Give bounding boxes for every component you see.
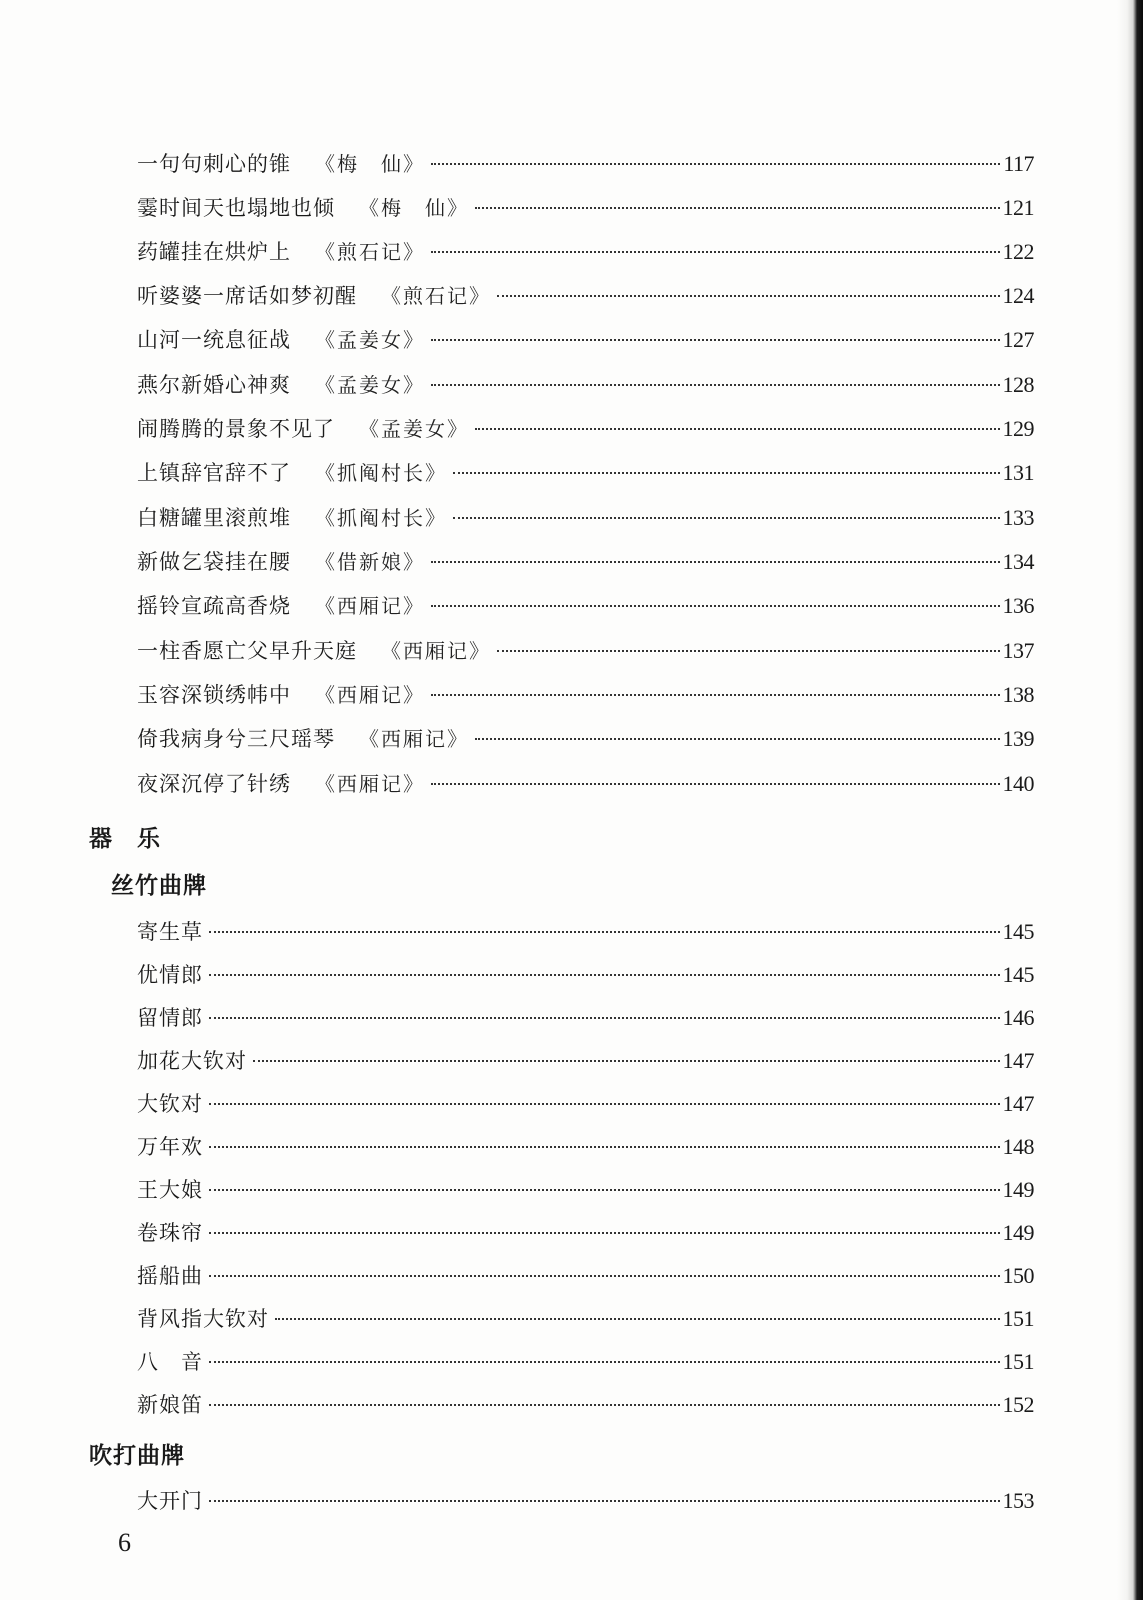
entry-source: 《煎石记》 [315, 240, 425, 264]
dot-leader [209, 1189, 1000, 1191]
dot-leader [209, 1361, 1000, 1363]
toc-entry[interactable] [137, 912, 1034, 952]
entry-title: 背风指大钦对 [137, 1307, 269, 1331]
entry-title: 留情郎 [137, 1006, 203, 1030]
dot-leader [209, 1500, 1000, 1502]
entry-title: 霎时间天也塌地也倾 [137, 196, 335, 220]
entry-page-number: 150 [1002, 1263, 1034, 1288]
dot-leader [475, 207, 1000, 209]
entry-title: 一句句刺心的锥 [137, 152, 291, 176]
toc-entry[interactable] [137, 1256, 1034, 1296]
entry-title: 摇船曲 [137, 1264, 203, 1288]
dot-leader [431, 605, 1000, 607]
entry-title: 上镇辞官辞不了 [137, 461, 291, 485]
toc-entry[interactable] [137, 409, 1034, 449]
entry-source: 《抓阄村长》 [315, 461, 447, 485]
dot-leader [497, 650, 1000, 652]
toc-entry[interactable] [137, 320, 1034, 360]
toc-entry[interactable] [137, 1342, 1034, 1382]
toc-entry[interactable] [137, 1213, 1034, 1253]
dot-leader [453, 472, 1000, 474]
toc-entry[interactable] [137, 1170, 1034, 1210]
entry-page-number: 117 [1003, 151, 1034, 176]
toc-entry[interactable] [137, 232, 1034, 272]
entry-title: 卷珠帘 [137, 1221, 203, 1245]
entry-source: 《孟姜女》 [359, 417, 469, 441]
entry-source: 《煎石记》 [381, 284, 491, 308]
dot-leader [431, 339, 1000, 341]
entry-title: 新娘笛 [137, 1393, 203, 1417]
toc-entry[interactable] [137, 365, 1034, 405]
entry-source: 《梅 仙》 [359, 196, 469, 220]
toc-entry[interactable] [137, 144, 1034, 184]
entry-page-number: 152 [1002, 1392, 1034, 1417]
entry-title: 优情郎 [137, 963, 203, 987]
toc-entry[interactable] [137, 1041, 1034, 1081]
entry-title: 万年欢 [137, 1135, 203, 1159]
toc-entry[interactable] [137, 1299, 1034, 1339]
entry-source: 《西厢记》 [381, 639, 491, 663]
entry-page-number: 124 [1002, 283, 1034, 308]
toc-entry[interactable] [137, 764, 1034, 804]
entry-title: 燕尔新婚心神爽 [137, 373, 291, 397]
dot-leader [209, 1103, 1000, 1105]
entry-title: 闹腾腾的景象不见了 [137, 417, 335, 441]
entry-source: 《抓阄村长》 [315, 506, 447, 530]
entry-title: 一柱香愿亡父早升天庭 [137, 639, 357, 663]
entry-page-number: 146 [1002, 1005, 1034, 1030]
entry-title: 八 音 [137, 1350, 203, 1374]
entry-page-number: 151 [1002, 1349, 1034, 1374]
dot-leader [431, 561, 1000, 563]
toc-entry[interactable] [137, 1084, 1034, 1124]
entry-page-number: 139 [1002, 726, 1034, 751]
entry-title: 王大娘 [137, 1178, 203, 1202]
entry-page-number: 127 [1002, 327, 1034, 352]
entry-source: 《西厢记》 [359, 727, 469, 751]
dot-leader [209, 1017, 1000, 1019]
entry-source: 《孟姜女》 [315, 328, 425, 352]
dot-leader [431, 251, 1000, 253]
entry-page-number: 147 [1002, 1091, 1034, 1116]
entry-title: 摇铃宣疏高香烧 [137, 594, 291, 618]
dot-leader [453, 517, 1000, 519]
entry-page-number: 153 [1002, 1488, 1034, 1513]
entry-page-number: 147 [1002, 1048, 1034, 1073]
section-heading-instrumental: 器 乐 [89, 826, 161, 852]
dot-leader [431, 384, 1000, 386]
entry-page-number: 149 [1002, 1177, 1034, 1202]
toc-entry[interactable] [137, 188, 1034, 228]
toc-entry[interactable] [137, 1481, 1034, 1521]
entry-page-number: 145 [1002, 919, 1034, 944]
subsection-heading-chuida: 吹打曲牌 [89, 1443, 185, 1469]
entry-title: 倚我病身兮三尺瑶琴 [137, 727, 335, 751]
entry-title: 大钦对 [137, 1092, 203, 1116]
toc-entry[interactable] [137, 453, 1034, 493]
entry-page-number: 145 [1002, 962, 1034, 987]
entry-page-number: 122 [1002, 239, 1034, 264]
toc-entry[interactable] [137, 586, 1034, 626]
entry-page-number: 128 [1002, 372, 1034, 397]
dot-leader [209, 931, 1000, 933]
toc-entry[interactable] [137, 1385, 1034, 1425]
dot-leader [275, 1318, 1000, 1320]
toc-entry[interactable] [137, 276, 1034, 316]
entry-page-number: 140 [1002, 771, 1034, 796]
toc-entry[interactable] [137, 998, 1034, 1038]
entry-page-number: 133 [1002, 505, 1034, 530]
entry-title: 夜深沉停了针绣 [137, 772, 291, 796]
dot-leader [431, 163, 1000, 165]
toc-entry[interactable] [137, 631, 1034, 671]
entry-page-number: 121 [1002, 195, 1034, 220]
entry-page-number: 151 [1002, 1306, 1034, 1331]
entry-title: 药罐挂在烘炉上 [137, 240, 291, 264]
toc-entry[interactable] [137, 719, 1034, 759]
entry-title: 寄生草 [137, 920, 203, 944]
dot-leader [431, 694, 1000, 696]
entry-source: 《西厢记》 [315, 772, 425, 796]
entry-source: 《借新娘》 [315, 550, 425, 574]
entry-title: 加花大钦对 [137, 1049, 247, 1073]
entry-title: 新做乞袋挂在腰 [137, 550, 291, 574]
dot-leader [209, 974, 1000, 976]
entry-page-number: 149 [1002, 1220, 1034, 1245]
entry-title: 大开门 [137, 1489, 203, 1513]
dot-leader [209, 1146, 1000, 1148]
dot-leader [209, 1232, 1000, 1234]
subsection-heading-sizhu: 丝竹曲牌 [111, 873, 207, 899]
entry-source: 《孟姜女》 [315, 373, 425, 397]
entry-title: 听婆婆一席话如梦初醒 [137, 284, 357, 308]
toc-entry[interactable] [137, 542, 1034, 582]
toc-entry[interactable] [137, 1127, 1034, 1167]
dot-leader [497, 295, 1000, 297]
page-number-folio: 6 [118, 1528, 131, 1557]
dot-leader [209, 1275, 1000, 1277]
dot-leader [475, 428, 1000, 430]
entry-title: 白糖罐里滚煎堆 [137, 506, 291, 530]
entry-source: 《西厢记》 [315, 594, 425, 618]
dot-leader [431, 783, 1000, 785]
entry-page-number: 129 [1002, 416, 1034, 441]
entry-page-number: 137 [1002, 638, 1034, 663]
entry-page-number: 131 [1002, 460, 1034, 485]
dot-leader [253, 1060, 1000, 1062]
entry-page-number: 138 [1002, 682, 1034, 707]
toc-entry[interactable] [137, 955, 1034, 995]
entry-title: 玉容深锁绣帏中 [137, 683, 291, 707]
dot-leader [209, 1404, 1000, 1406]
entry-page-number: 148 [1002, 1134, 1034, 1159]
scan-edge-shadow [1117, 0, 1143, 1600]
toc-entry[interactable] [137, 498, 1034, 538]
entry-source: 《西厢记》 [315, 683, 425, 707]
entry-source: 《梅 仙》 [315, 152, 425, 176]
entry-page-number: 136 [1002, 593, 1034, 618]
dot-leader [475, 738, 1000, 740]
entry-page-number: 134 [1002, 549, 1034, 574]
toc-entry[interactable] [137, 675, 1034, 715]
entry-title: 山河一统息征战 [137, 328, 291, 352]
